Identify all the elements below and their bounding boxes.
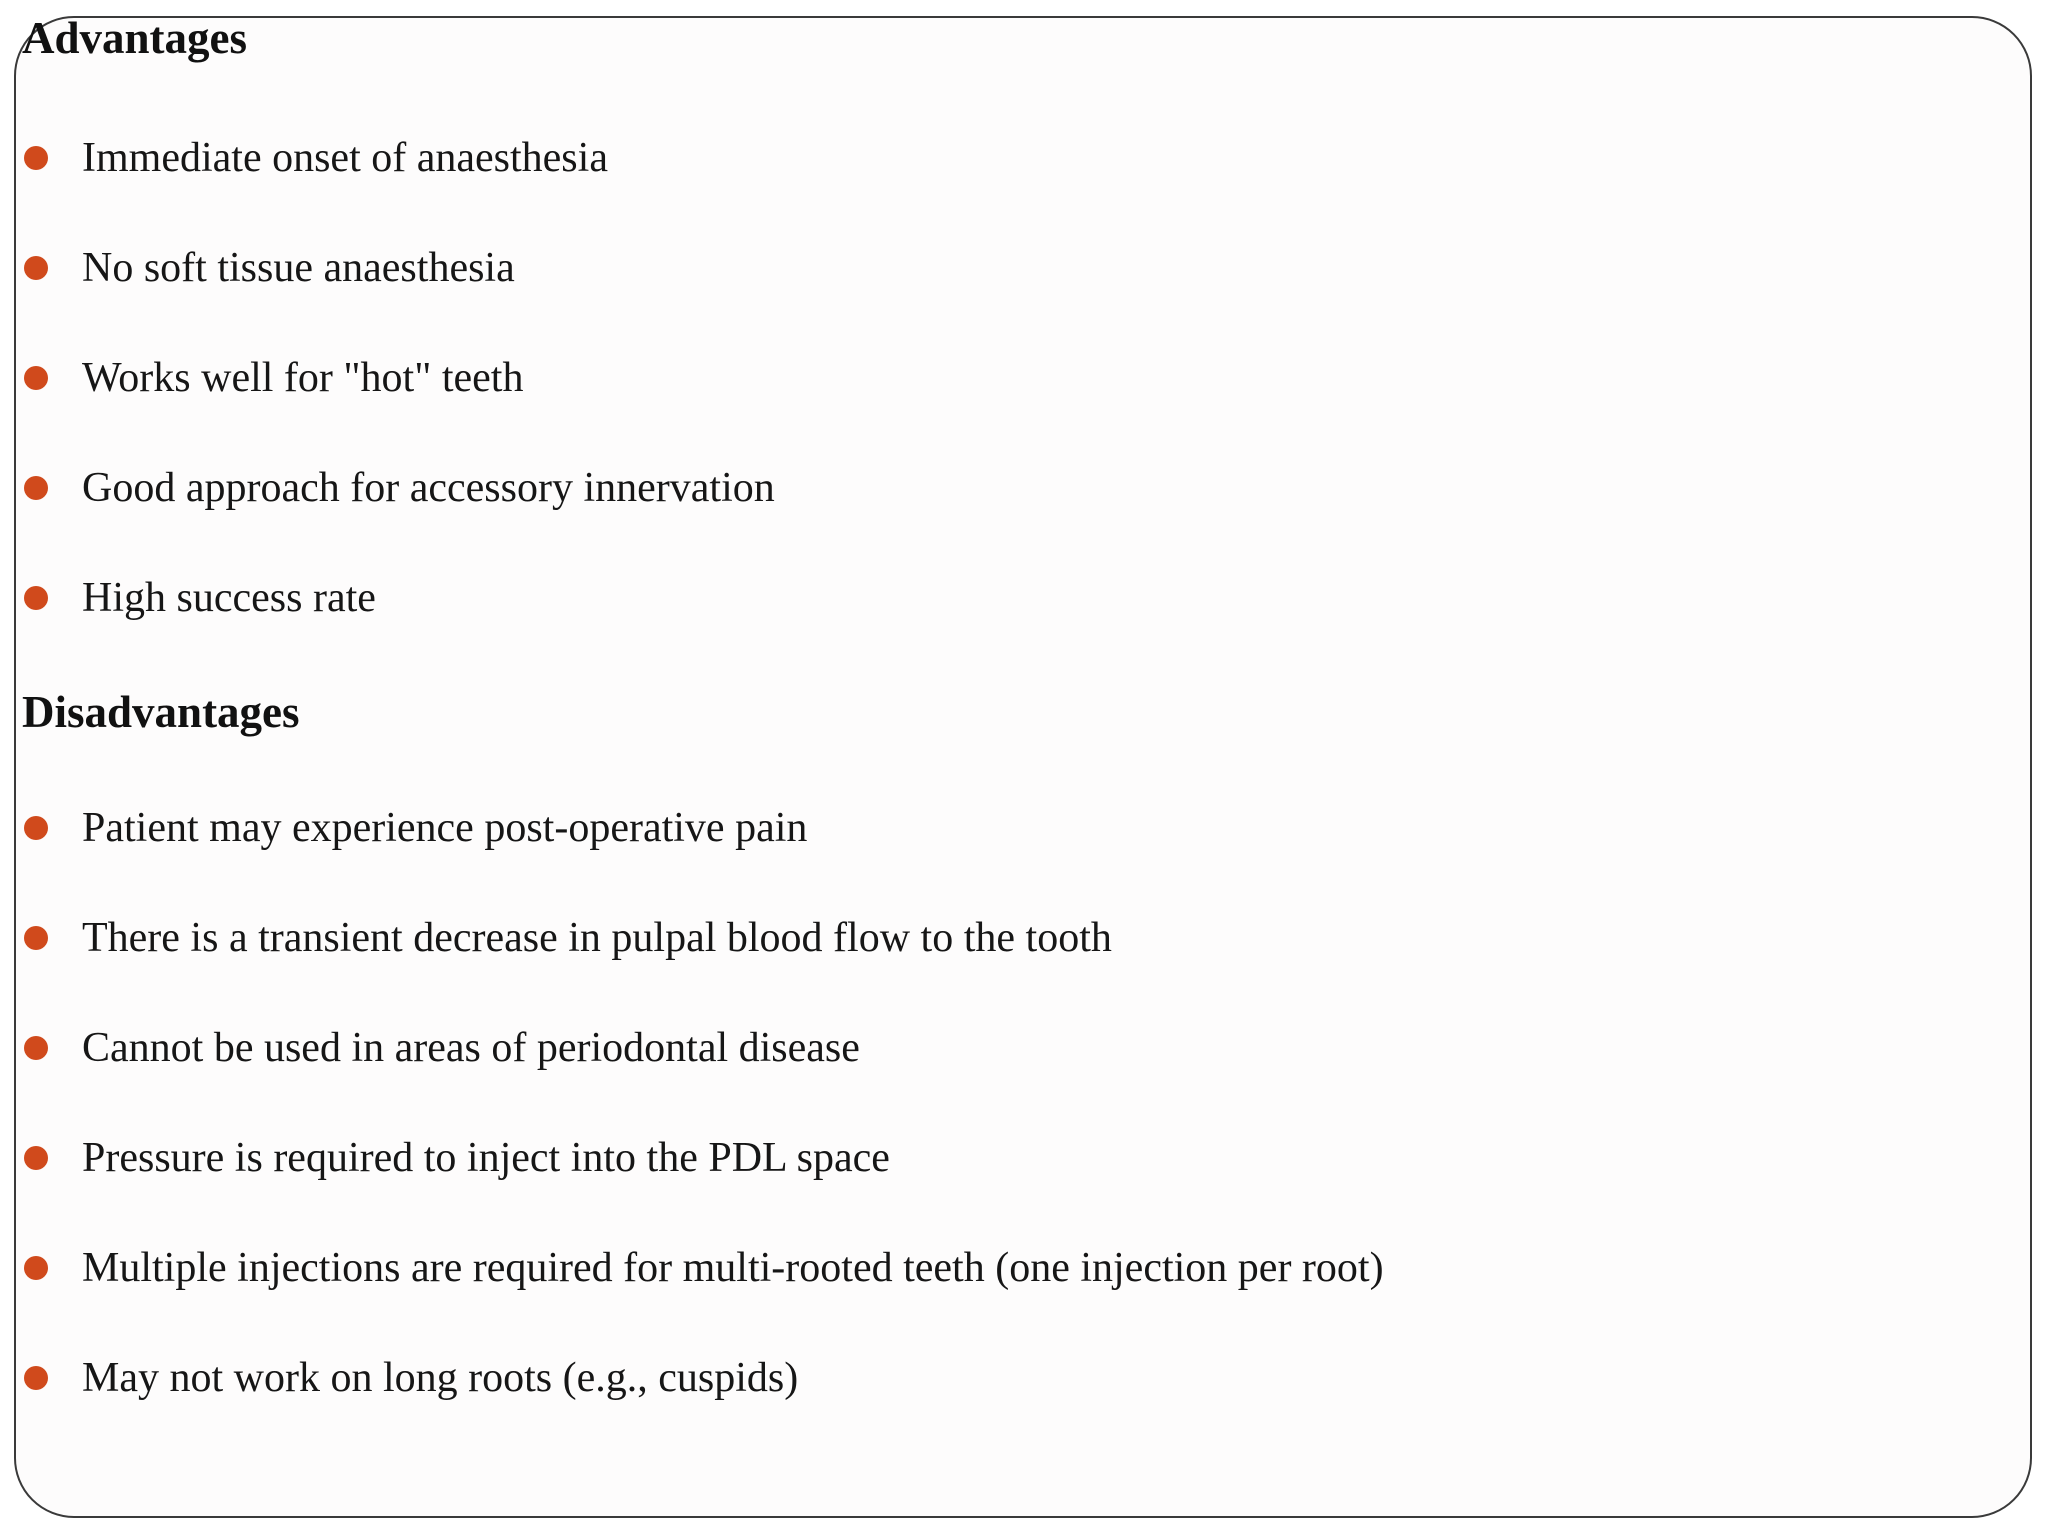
bullet-dot-icon <box>24 1256 48 1280</box>
bullet-dot-icon <box>24 366 48 390</box>
bullet-dot-icon <box>24 586 48 610</box>
advantages-heading: Advantages <box>22 13 248 63</box>
bullet-dot-icon <box>24 1366 48 1390</box>
list-item-text: Good approach for accessory innervation <box>82 465 775 511</box>
bullet-dot-icon <box>24 146 48 170</box>
bullet-dot-icon <box>24 1036 48 1060</box>
list-item-text: Works well for "hot" teeth <box>82 355 524 401</box>
bullet-dot-icon <box>24 256 48 280</box>
list-item-text: Multiple injections are required for multi-rooted teeth (one injection per root) <box>82 1245 1384 1291</box>
bullet-dot-icon <box>24 476 48 500</box>
bullet-dot-icon <box>24 926 48 950</box>
list-item-text: Patient may experience post-operative pain <box>82 805 808 851</box>
list-item-text: Immediate onset of anaesthesia <box>82 135 608 181</box>
list-item-text: Pressure is required to inject into the PDL space <box>82 1135 890 1181</box>
list-item-text: There is a transient decrease in pulpal blood flow to the tooth <box>82 915 1112 961</box>
list-item-text: No soft tissue anaesthesia <box>82 245 515 291</box>
list-item-text: High success rate <box>82 575 376 621</box>
bullet-dot-icon <box>24 1146 48 1170</box>
disadvantages-heading: Disadvantages <box>22 687 300 737</box>
bullet-dot-icon <box>24 816 48 840</box>
list-item-text: Cannot be used in areas of periodontal disease <box>82 1025 860 1071</box>
list-item-text: May not work on long roots (e.g., cuspids) <box>82 1355 799 1401</box>
